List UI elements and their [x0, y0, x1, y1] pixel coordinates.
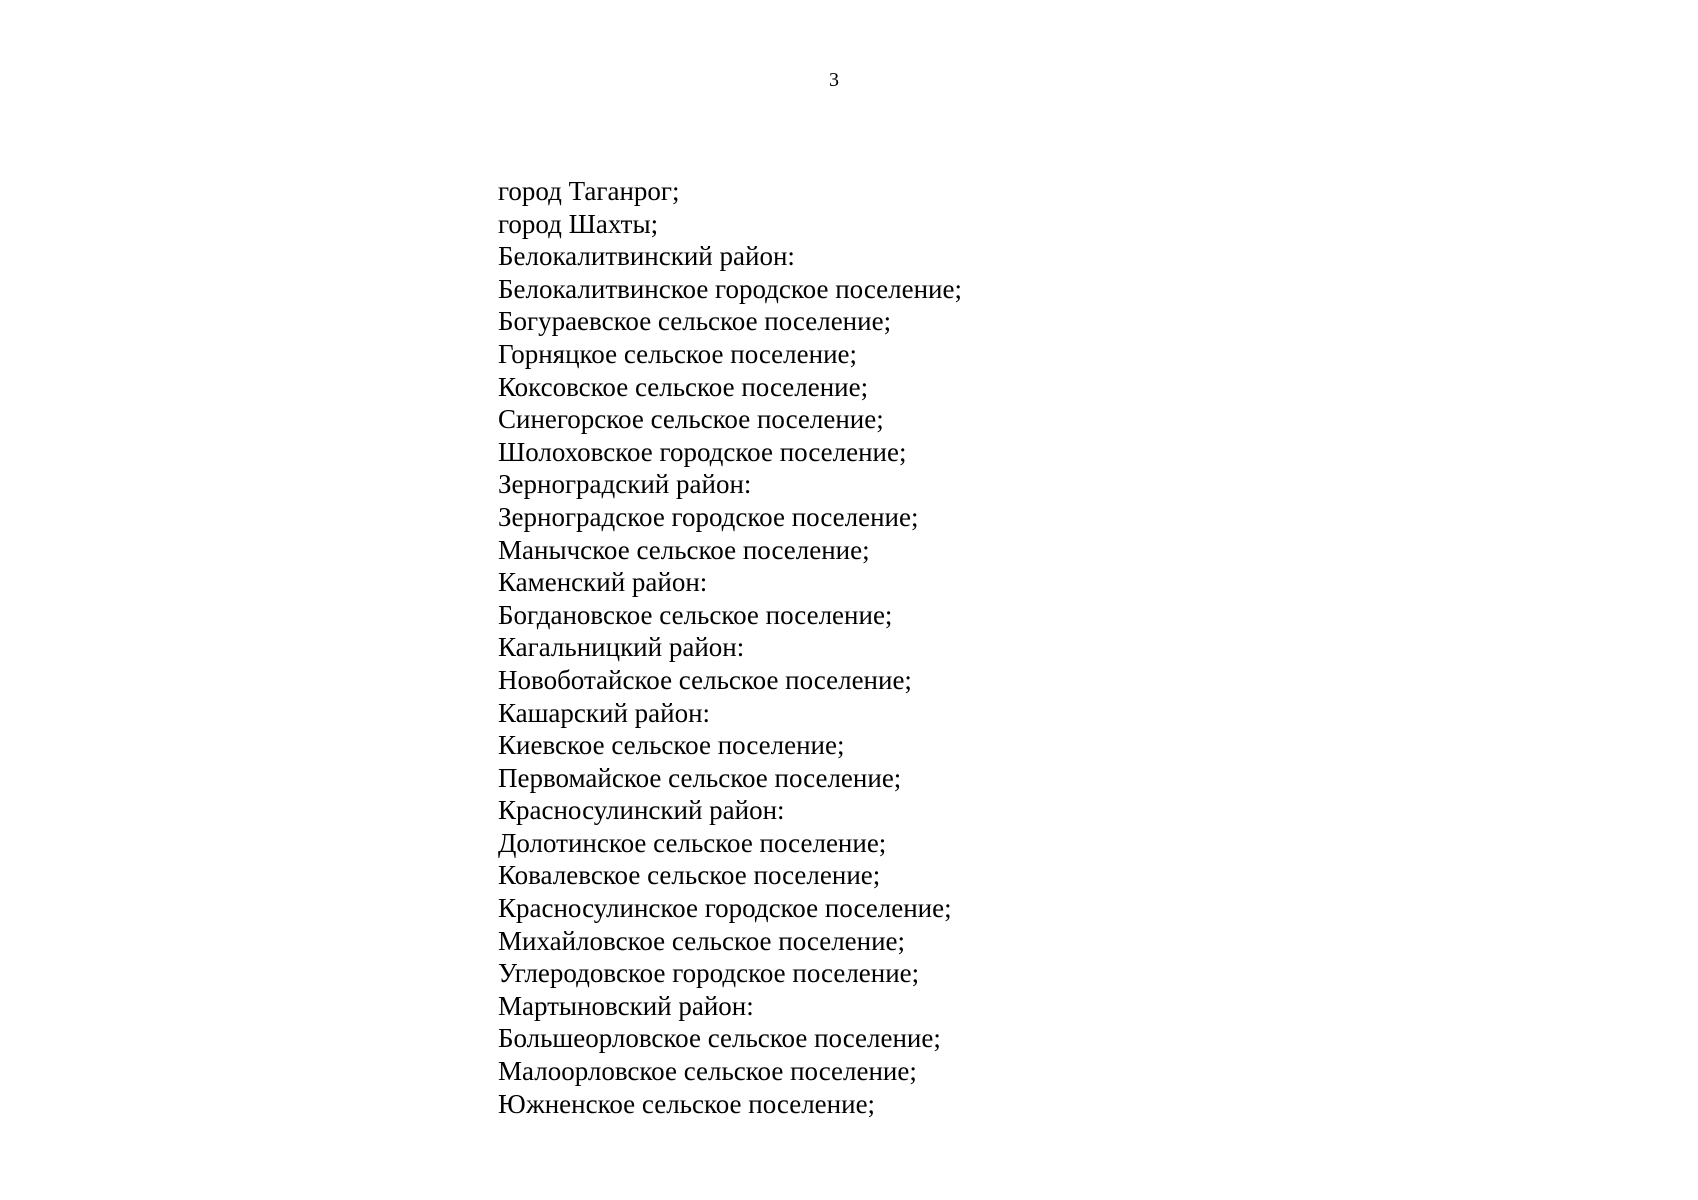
- settlement-list: [498, 175, 962, 1120]
- list-line: Белокалитвинское городское поселение;: [498, 273, 962, 304]
- list-line: Манычское сельское поселение;: [498, 534, 870, 565]
- list-line: Мартыновский район:: [498, 990, 754, 1021]
- list-line: Красносулинское городское поселение;: [498, 893, 952, 924]
- list-line: Зерноградский район:: [498, 469, 752, 500]
- list-line: Кагальницкий район:: [498, 632, 745, 663]
- list-line: Первомайское сельское поселение;: [498, 762, 902, 793]
- list-line: Шолоховское городское поселение;: [498, 436, 907, 467]
- list-line: Большеорловское сельское поселение;: [498, 1023, 941, 1054]
- list-line: Ковалевское сельское поселение;: [498, 860, 881, 891]
- list-line: Углеродовское городское поселение;: [498, 958, 920, 989]
- list-line: Киевское сельское поселение;: [498, 730, 845, 761]
- list-line: Новоботайское сельское поселение;: [498, 664, 912, 695]
- list-line: Долотинское сельское поселение;: [498, 827, 887, 858]
- page-number: 3: [829, 69, 839, 91]
- list-line: Богдановское сельское поселение;: [498, 599, 893, 630]
- list-line: Коксовское сельское поселение;: [498, 371, 869, 402]
- list-line: Каменский район:: [498, 567, 708, 598]
- list-line: Красносулинский район:: [498, 795, 785, 826]
- list-line: город Таганрог;: [498, 176, 680, 206]
- list-line: Кашарский район:: [498, 697, 711, 728]
- list-line: Михайловское сельское поселение;: [498, 925, 906, 956]
- list-line: Южненское сельское поселение;: [498, 1088, 876, 1119]
- list-line: Зерноградское городское поселение;: [498, 501, 919, 532]
- list-line: Горняцкое сельское поселение;: [498, 338, 858, 369]
- list-line: Белокалитвинский район:: [498, 241, 795, 272]
- list-line: Малоорловское сельское поселение;: [498, 1056, 917, 1087]
- list-line: город Шахты;: [498, 208, 659, 239]
- list-line: Синегорское сельское поселение;: [498, 404, 884, 435]
- list-line: Богураевское сельское поселение;: [498, 306, 892, 337]
